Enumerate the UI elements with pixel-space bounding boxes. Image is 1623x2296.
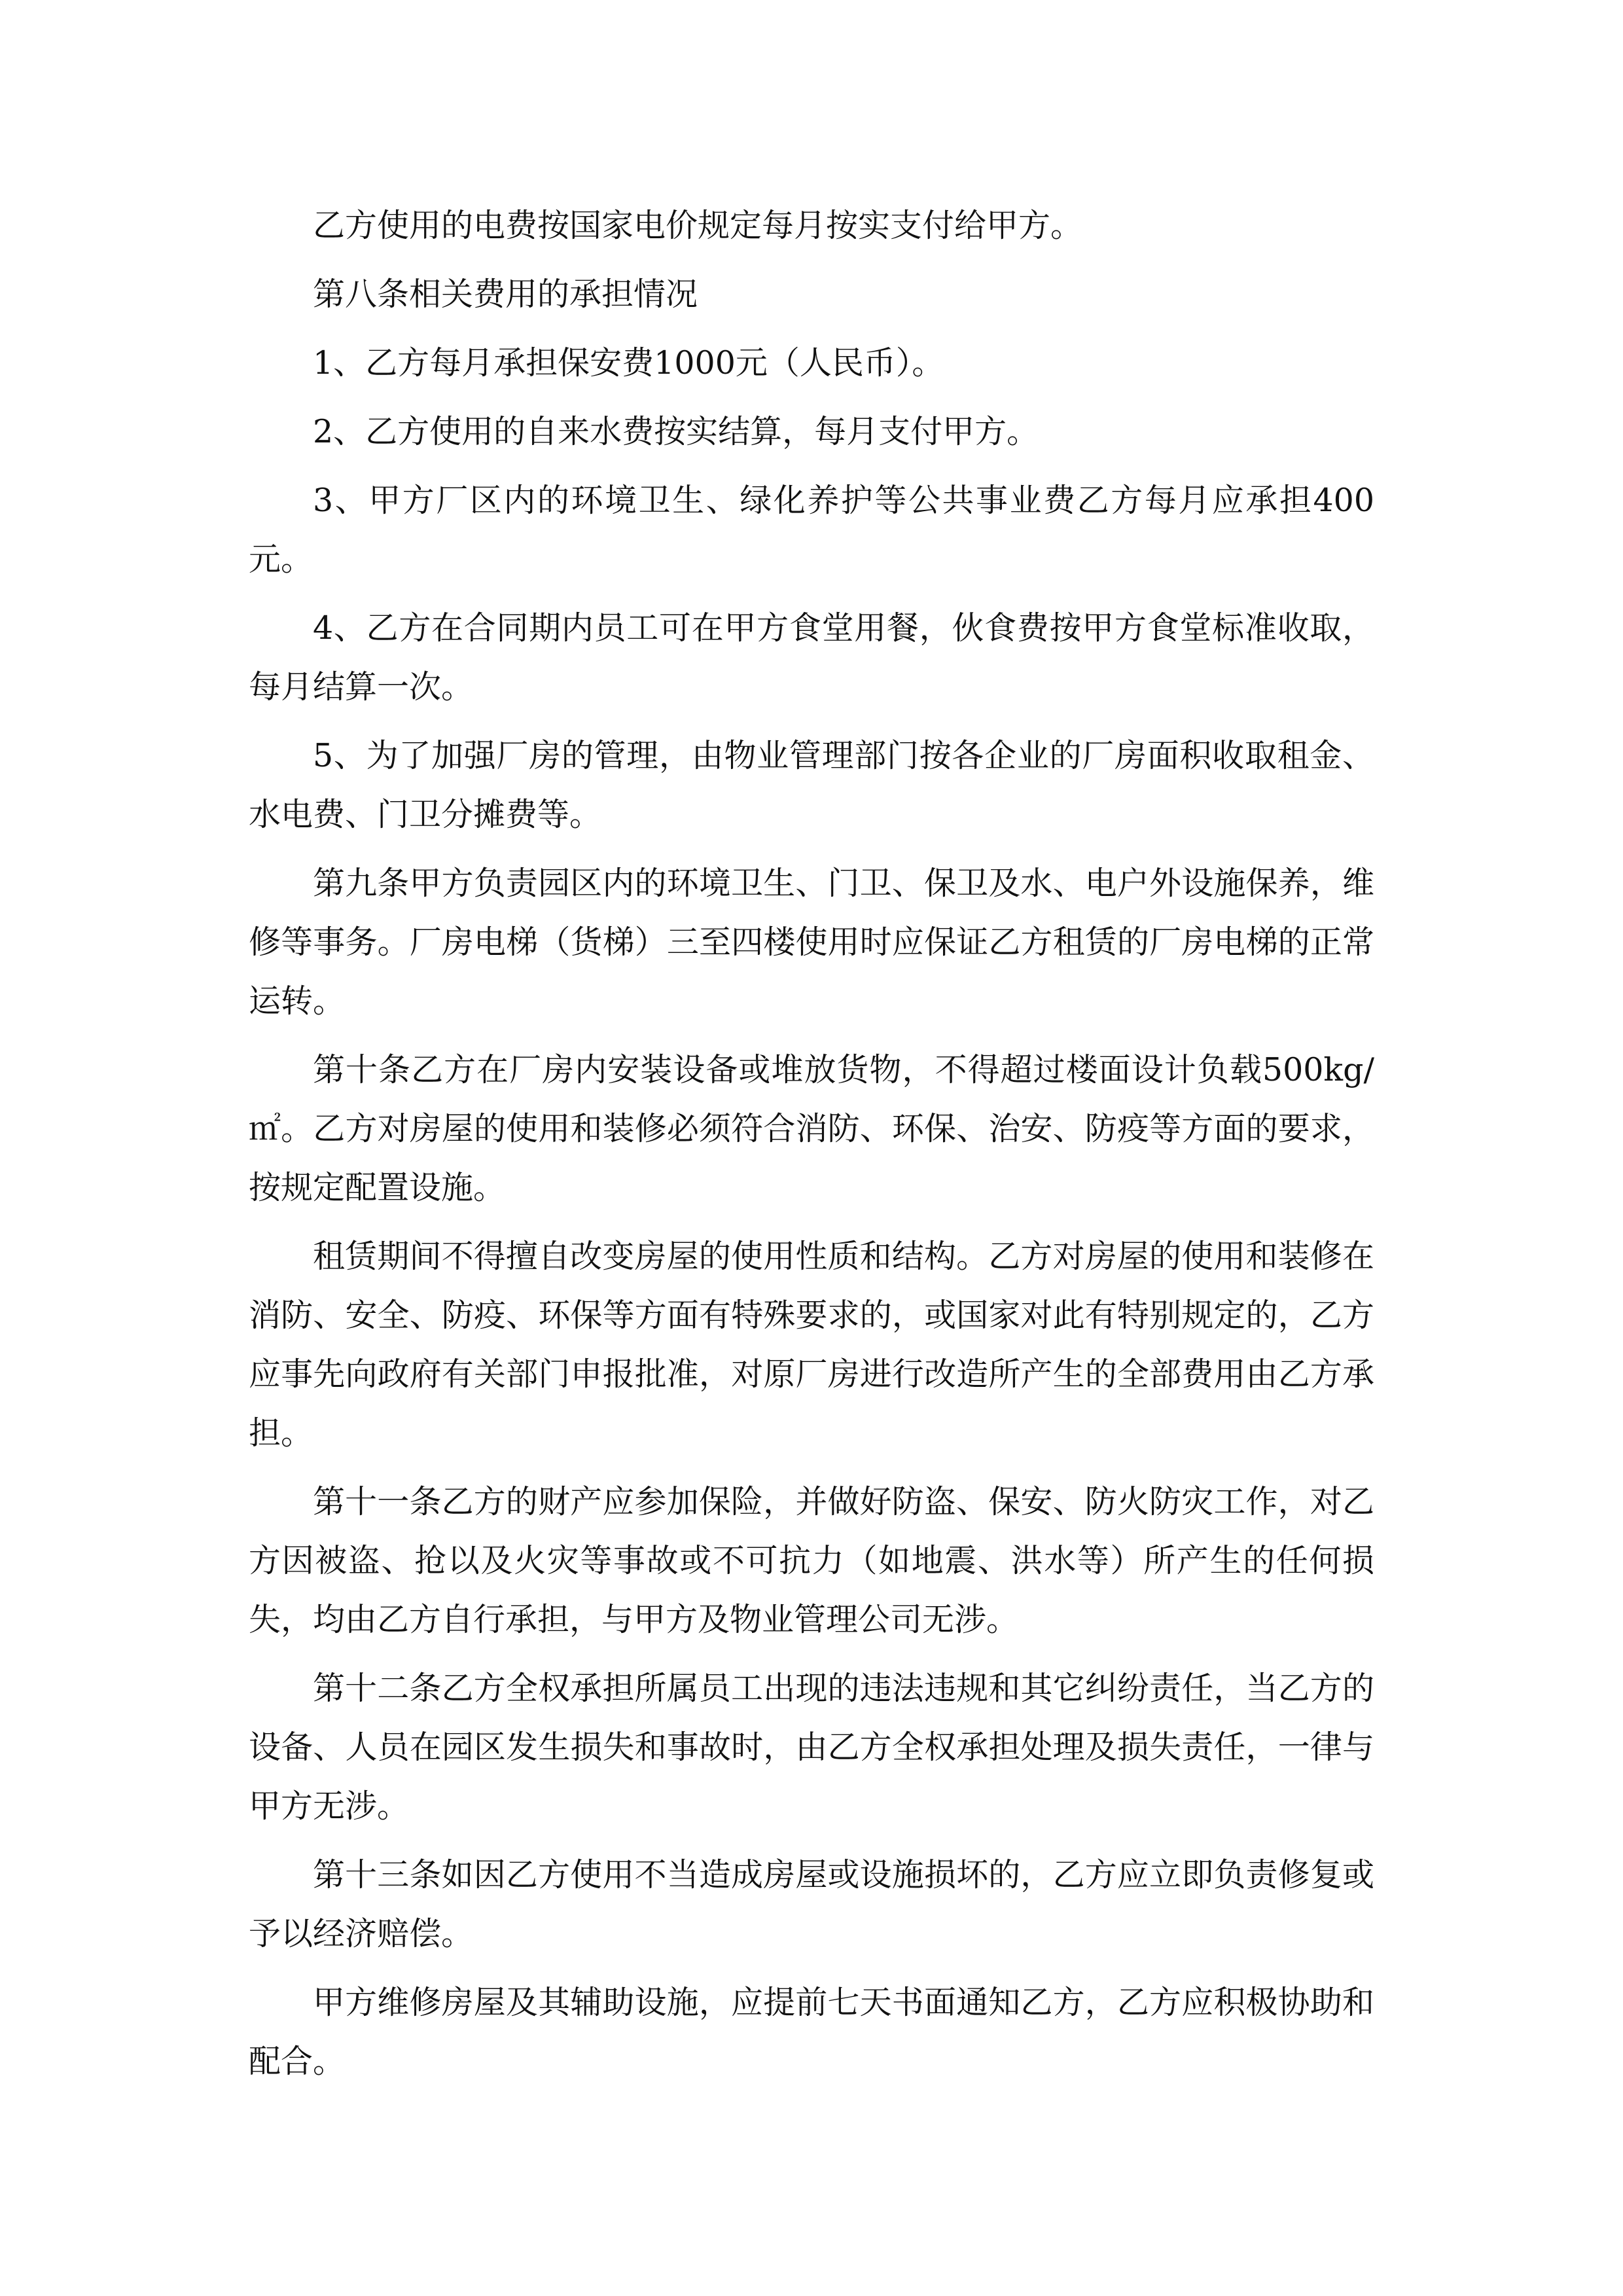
paragraph-water-fee: 2、乙方使用的自来水费按实结算，每月支付甲方。 bbox=[313, 413, 1039, 450]
paragraph-lease-structure: 租赁期间不得擅自改变房屋的使用性质和结构。乙方对房屋的使用和装修在消防、安全、防疫、环保等方面有特殊要求的，或国家对此有特别规定的，乙方应事先向政府有关部门申报批准，对原厂房进行改造所产生的全部费用由乙方承担。 bbox=[249, 1238, 1374, 1452]
paragraph-security-fee: 1、乙方每月承担保安费1000元（人民币）。 bbox=[313, 344, 944, 382]
paragraph-article-10: 第十条乙方在厂房内安装设备或堆放货物，不得超过楼面设计负载500kg/㎡。乙方对房屋的使用和装修必须符合消防、环保、治安、防疫等方面的要求，按规定配置设施。 bbox=[249, 1051, 1374, 1206]
paragraph-article-12: 第十二条乙方全权承担所属员工出现的违法违规和其它纠纷责任，当乙方的设备、人员在园区发生损失和事故时，由乙方全权承担处理及损失责任，一律与甲方无涉。 bbox=[249, 1670, 1374, 1825]
paragraph-public-fee: 3、甲方厂区内的环境卫生、绿化养护等公共事业费乙方每月应承担400元。 bbox=[249, 482, 1374, 578]
paragraph-management: 5、为了加强厂房的管理，由物业管理部门按各企业的厂房面积收取租金、水电费、门卫分摊费等。 bbox=[249, 737, 1374, 833]
paragraph-electricity-fee: 乙方使用的电费按国家电价规定每月按实支付给甲方。 bbox=[313, 207, 1083, 244]
paragraph-article-13: 第十三条如因乙方使用不当造成房屋或设施损坏的，乙方应立即负责修复或予以经济赔偿。 bbox=[249, 1856, 1374, 1952]
paragraph-article-8-heading: 第八条相关费用的承担情况 bbox=[313, 276, 698, 313]
paragraph-maintenance-notice: 甲方维修房屋及其辅助设施，应提前七天书面通知乙方，乙方应积极协助和配合。 bbox=[249, 1984, 1374, 2080]
paragraph-article-9: 第九条甲方负责园区内的环境卫生、门卫、保卫及水、电户外设施保养，维修等事务。厂房电梯（货梯）三至四楼使用时应保证乙方租赁的厂房电梯的正常运转。 bbox=[249, 865, 1374, 1020]
document-body bbox=[249, 196, 1374, 2101]
paragraph-article-11: 第十一条乙方的财产应参加保险，并做好防盗、保安、防火防灾工作，对乙方因被盗、抢以及火灾等事故或不可抗力（如地震、洪水等）所产生的任何损失，均由乙方自行承担，与甲方及物业管理公司无涉。 bbox=[249, 1483, 1374, 1638]
paragraph-canteen: 4、乙方在合同期内员工可在甲方食堂用餐，伙食费按甲方食堂标准收取，每月结算一次。 bbox=[249, 609, 1374, 706]
